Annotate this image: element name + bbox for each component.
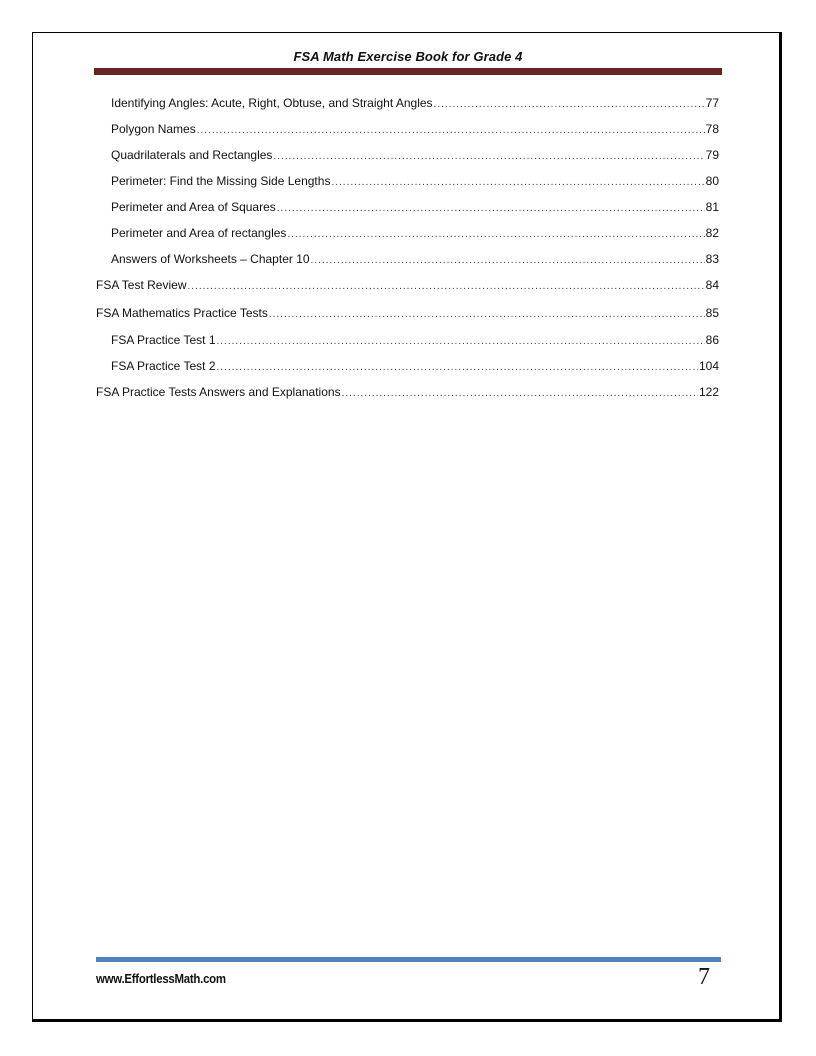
toc-entry-label: FSA Mathematics Practice Tests <box>96 306 268 320</box>
toc-entry-page: 81 <box>705 200 719 214</box>
dot-leader <box>217 333 705 351</box>
toc-entry-page: 77 <box>705 96 719 110</box>
dot-leader <box>434 96 705 114</box>
toc-entry-page: 86 <box>705 333 719 347</box>
toc-entry-label: Answers of Worksheets – Chapter 10 <box>111 252 310 266</box>
toc-entry-label: FSA Practice Tests Answers and Explanations <box>96 385 341 399</box>
toc-entry-label: Quadrilaterals and Rectangles <box>111 148 273 162</box>
running-header-title: FSA Math Exercise Book for Grade 4 <box>293 49 523 64</box>
toc-entry[interactable] <box>111 357 719 375</box>
toc-entry-page: 83 <box>705 252 719 266</box>
footer-rule <box>96 957 721 962</box>
toc-entry[interactable] <box>111 94 719 112</box>
toc-entry[interactable] <box>111 120 719 138</box>
toc-entry-label: Perimeter: Find the Missing Side Lengths <box>111 174 331 188</box>
toc-entry-label: FSA Practice Test 1 <box>111 333 216 347</box>
toc-entry-page: 84 <box>705 278 719 292</box>
dot-leader <box>269 306 705 324</box>
toc-entry[interactable] <box>111 331 719 349</box>
toc-entry[interactable] <box>111 250 719 268</box>
toc-entry-page: 104 <box>698 359 719 373</box>
toc-entry-label: Polygon Names <box>111 122 196 136</box>
toc-entry[interactable] <box>111 146 719 164</box>
dot-leader <box>331 174 704 192</box>
page-number: 7 <box>698 964 710 990</box>
toc-entry-page: 85 <box>705 306 719 320</box>
toc-entry[interactable] <box>96 383 719 401</box>
toc-entry-label: Identifying Angles: Acute, Right, Obtuse, and Straight Angles <box>111 96 433 110</box>
dot-leader <box>197 122 705 140</box>
toc-entry[interactable] <box>111 198 719 216</box>
dot-leader <box>277 200 705 218</box>
toc-entry-page: 122 <box>698 385 719 399</box>
dot-leader <box>273 148 704 166</box>
footer-website-link[interactable]: www.EffortlessMath.com <box>96 971 226 986</box>
toc-entry-label: FSA Practice Test 2 <box>111 359 216 373</box>
dot-leader <box>287 226 704 244</box>
dot-leader <box>187 278 704 296</box>
toc-entry[interactable] <box>111 172 719 190</box>
toc-entry-label: Perimeter and Area of Squares <box>111 200 276 214</box>
dot-leader <box>217 359 698 377</box>
toc-entry-page: 80 <box>705 174 719 188</box>
toc-entry-page: 82 <box>705 226 719 240</box>
toc-entry-page: 79 <box>705 148 719 162</box>
header-rule <box>94 68 722 75</box>
dot-leader <box>342 385 698 403</box>
toc-entry-label: Perimeter and Area of rectangles <box>111 226 287 240</box>
dot-leader <box>311 252 705 270</box>
toc-entry[interactable] <box>111 224 719 242</box>
toc-entry[interactable] <box>96 276 719 294</box>
toc-entry-page: 78 <box>705 122 719 136</box>
toc-entry[interactable] <box>96 304 719 322</box>
toc-entry-label: FSA Test Review <box>96 278 187 292</box>
